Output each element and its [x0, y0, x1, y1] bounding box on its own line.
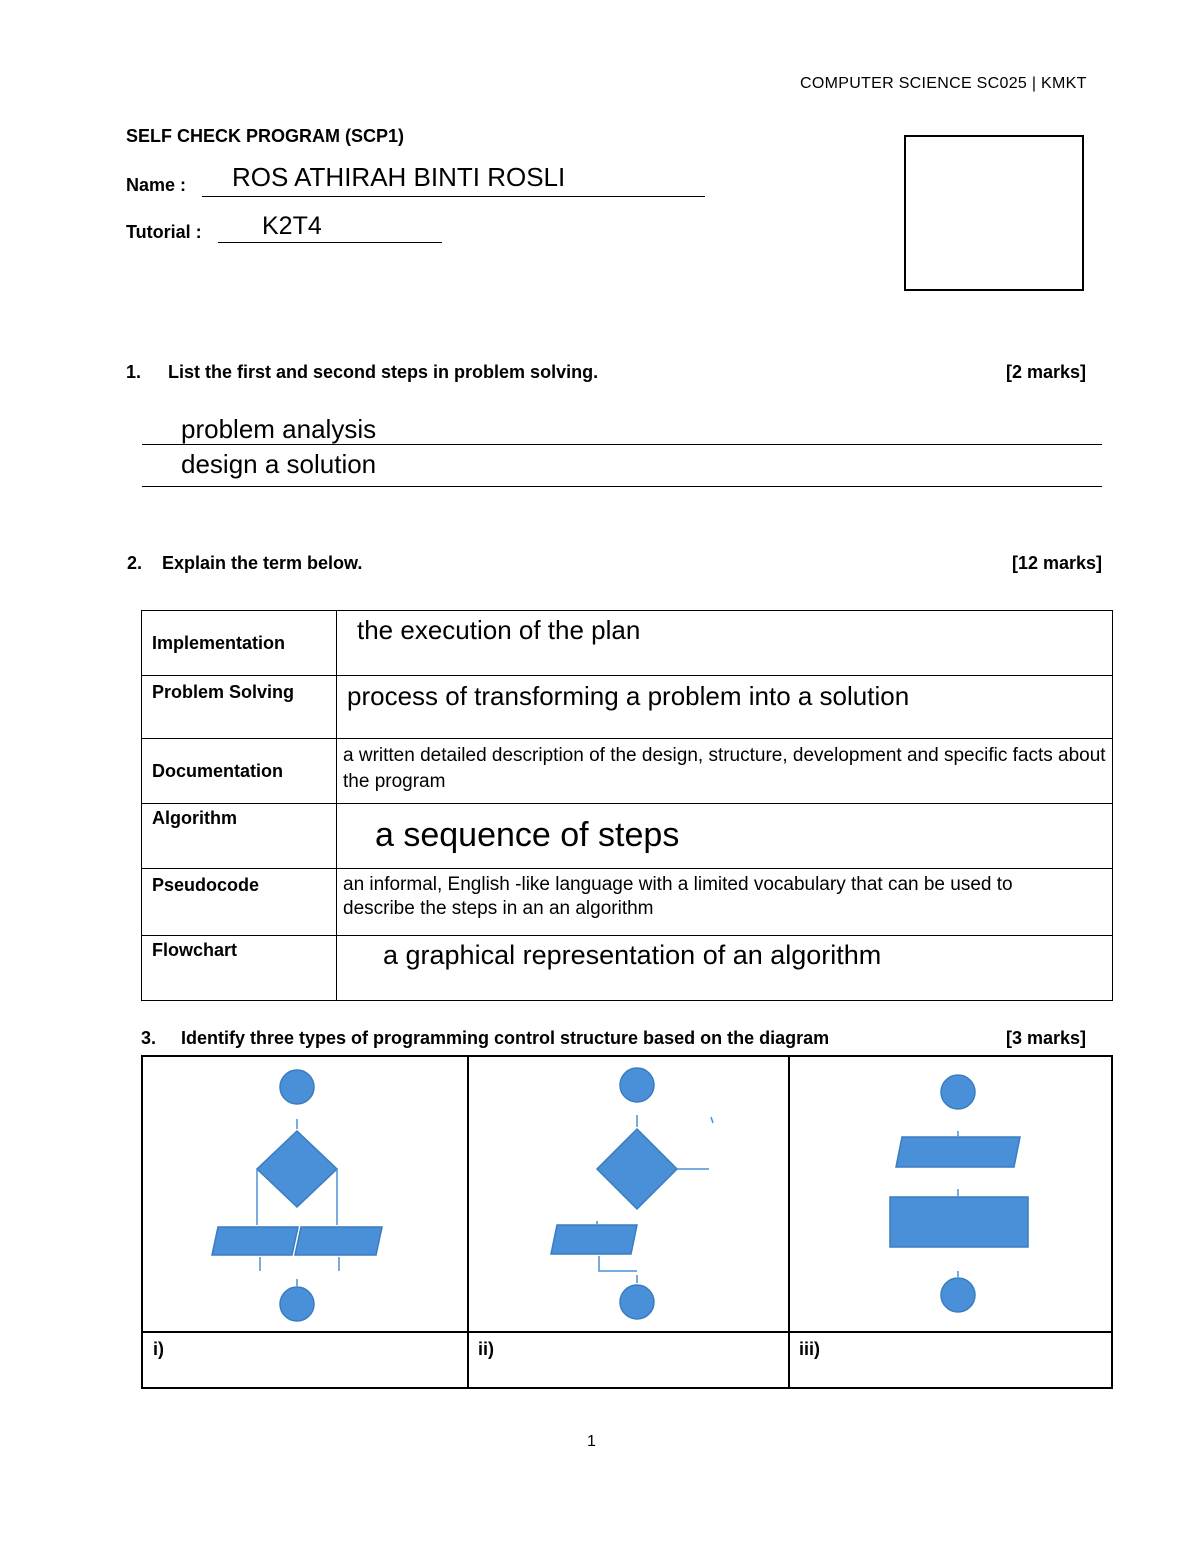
- selection-flowchart: [143, 1057, 467, 1329]
- definition-cell[interactable]: [337, 869, 1113, 936]
- term-cell: Implementation: [142, 611, 337, 676]
- table-row: [142, 676, 1113, 739]
- definition-text: a written detailed description of the design, structure, development and specific facts about the program: [343, 745, 1106, 792]
- q1-answer-line-1[interactable]: [142, 444, 1102, 445]
- q3-marks: [3 marks]: [1006, 1028, 1087, 1048]
- q3-text: Identify three types of programming control structure based on the diagram: [181, 1028, 830, 1048]
- name-value: ROS ATHIRAH BINTI ROSLI: [232, 162, 566, 192]
- q2-marks: [12 marks]: [1012, 553, 1103, 573]
- diagram-grid: [141, 1055, 1113, 1389]
- q3-number: 3.: [141, 1028, 157, 1048]
- table-row: [142, 739, 1113, 804]
- page-number: 1: [587, 1433, 596, 1450]
- definition-text: an informal, English -like language with a limited vocabulary that can be used to describe the steps in an an algorithm: [343, 874, 1013, 919]
- q2-text: Explain the term below.: [162, 553, 363, 573]
- q1-number: 1.: [126, 362, 142, 382]
- term-cell: Documentation: [142, 739, 337, 804]
- input-parallelogram: [896, 1137, 1020, 1167]
- tutorial-value: K2T4: [262, 212, 322, 240]
- definition-text: a graphical representation of an algorithm: [383, 940, 882, 970]
- table-row: [142, 869, 1113, 936]
- photo-box: [904, 135, 1084, 291]
- definition-text: the execution of the plan: [357, 615, 641, 645]
- process-parallelogram-right: [295, 1227, 382, 1255]
- start-terminal: [620, 1068, 654, 1102]
- page-title: SELF CHECK PROGRAM (SCP1): [126, 126, 405, 146]
- term-cell: Flowchart: [142, 936, 337, 1001]
- end-terminal: [280, 1287, 314, 1321]
- q1-answer-2: design a solution: [181, 449, 377, 479]
- repetition-flowchart: [469, 1057, 787, 1329]
- course-header: COMPUTER SCIENCE SC025 | KMKT: [800, 75, 1087, 92]
- term-cell: Algorithm: [142, 804, 337, 869]
- process-rectangle: [890, 1197, 1028, 1247]
- decision-diamond: [257, 1131, 337, 1207]
- definition-text: process of transforming a problem into a solution: [347, 681, 910, 711]
- process-parallelogram-left: [212, 1227, 298, 1255]
- name-label: Name :: [126, 175, 187, 195]
- end-terminal: [620, 1285, 654, 1319]
- q1-answer-line-2[interactable]: [142, 486, 1102, 487]
- end-terminal: [941, 1278, 975, 1312]
- definition-cell[interactable]: [337, 611, 1113, 676]
- process-parallelogram: [551, 1225, 637, 1254]
- sequence-flowchart: [790, 1057, 1110, 1329]
- definition-cell[interactable]: [337, 676, 1113, 739]
- q2-number: 2.: [127, 553, 143, 573]
- answer-cell-ii[interactable]: ii): [478, 1339, 494, 1359]
- terms-table: [141, 610, 1113, 1001]
- grid-divider: [143, 1331, 1111, 1333]
- start-terminal: [941, 1075, 975, 1109]
- start-terminal: [280, 1070, 314, 1104]
- table-row: [142, 936, 1113, 1001]
- tutorial-field[interactable]: [218, 212, 442, 243]
- table-row: [142, 611, 1113, 676]
- definition-text: a sequence of steps: [375, 816, 680, 854]
- q1-marks: [2 marks]: [1006, 362, 1087, 382]
- term-cell: Problem Solving: [142, 676, 337, 739]
- definition-cell[interactable]: [337, 804, 1113, 869]
- tutorial-label: Tutorial :: [126, 222, 202, 242]
- q1-text: List the first and second steps in problem solving.: [168, 362, 599, 382]
- term-cell: Pseudocode: [142, 869, 337, 936]
- decision-diamond: [597, 1129, 677, 1209]
- name-field[interactable]: [202, 162, 705, 197]
- q1-answer-1: problem analysis: [181, 414, 377, 444]
- answer-cell-i[interactable]: i): [153, 1339, 164, 1359]
- table-row: [142, 804, 1113, 869]
- definition-cell[interactable]: [337, 936, 1113, 1001]
- answer-cell-iii[interactable]: iii): [799, 1339, 820, 1359]
- definition-cell[interactable]: [337, 739, 1113, 804]
